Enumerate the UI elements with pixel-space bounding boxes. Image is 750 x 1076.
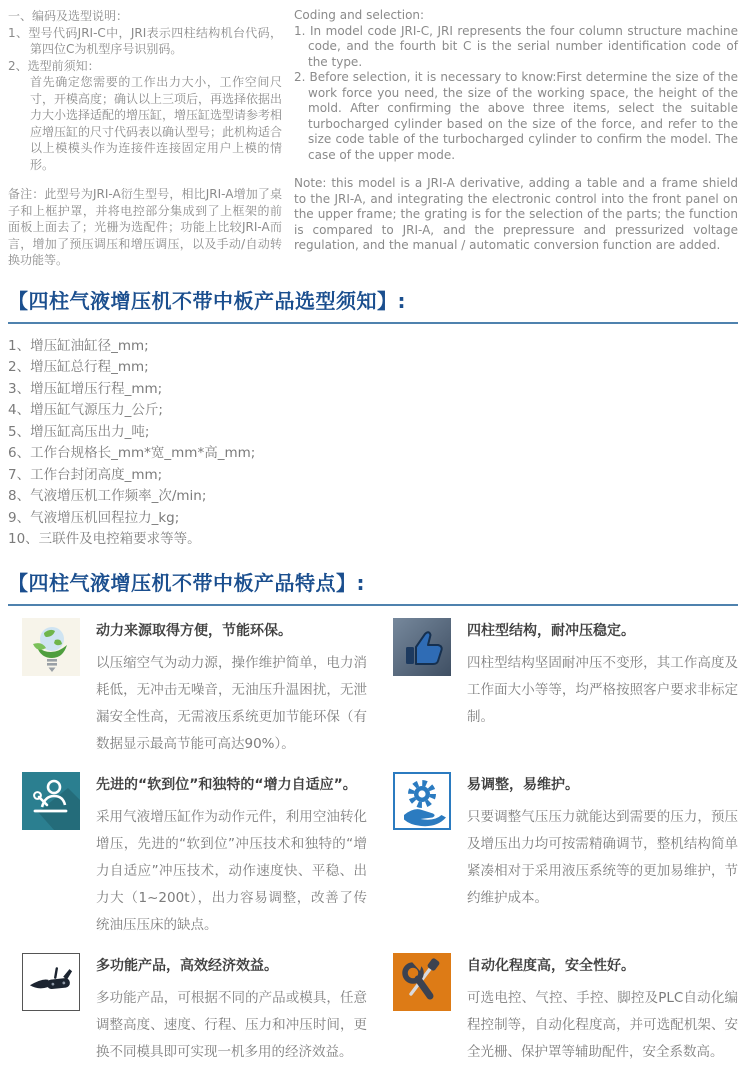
coding-selection-intro (8, 8, 738, 269)
list-item: 8、气液增压机工作频率_次/min; (8, 488, 207, 504)
section-divider (8, 322, 738, 324)
feature-title: 多功能产品，高效经济效益。 (96, 957, 278, 974)
feature-text (96, 772, 367, 939)
list-item: 1、增压缸油缸径_mm; (8, 337, 149, 354)
eco-bulb-icon (22, 618, 80, 676)
feature-card-structure (393, 618, 738, 758)
feature-body: 可选电控、气控、手控、脚控及PLC自动化编程控制等，自动化程度高，并可选配机架、安全光栅、保护罩等辅助配件，安全系数高。 (467, 989, 738, 1060)
list-item: 7、工作台封闭高度_mm; (8, 466, 163, 483)
feature-title: 四柱型结构，耐冲压稳定。 (467, 622, 635, 639)
selection-spec-list (8, 336, 738, 551)
crossed-tools-icon (393, 953, 451, 1011)
list-item: 2、增压缸总行程_mm; (8, 359, 149, 375)
feature-card-soft-touch (22, 772, 367, 939)
feature-title: 自动化程度高，安全性好。 (467, 957, 635, 974)
list-item: 3、增压缸增压行程_mm; (8, 380, 163, 397)
feature-card-multifunction (22, 953, 367, 1066)
feature-text (96, 618, 367, 758)
feature-body: 采用气液增压缸作为动作元件，利用空油转化增压，先进的“软到位”冲压技术和独特的“增力自适应”冲压技术，动作速度快、平稳、出力大（1~200t），出力容易调整，改善了传统油压压床的缺点。 (96, 808, 367, 933)
intro-zh-item2-body: 首先确定您需要的工作出力大小，工作空间尺寸，开模高度；确认以上三项后，再选择依据出力大小选择适配的增压缸，增压缸选型请参考相应增压缸的尺寸代码表以确认型号；此机构适合以上模模头作为连接件连接固定用户上模的情形。 (30, 75, 283, 172)
feature-title: 动力来源取得方便，节能环保。 (96, 622, 292, 639)
feature-body: 以压缩空气为动力源，操作维护简单，电力消耗低，无冲击无噪音，无油压升温困扰，无泄漏安全性高，无需液压系统更加节能环保（有数据显示最高节能可高达90%）。 (96, 654, 367, 752)
intro-en-note: Note: this model is a JRI-A derivative, adding a table and a frame shield to the JRI-A, and integrating the electronic control into the front panel on the upper frame; the grating is for the selection of the parts; the function is compared to JRI-A, and the prepressure and pressurized voltage regulation, and the manual / automatic conversion function are added. (294, 176, 738, 252)
intro-en-item1: 1. In model code JRI-C, JRI represents the four column structure machine code, and the fourth bit C is the serial number identification code of the type. (294, 23, 738, 69)
list-item: 10、三联件及电控箱要求等等。 (8, 531, 201, 547)
intro-chinese-column (8, 8, 282, 269)
list-item: 4、增压缸气源压力_公斤; (8, 402, 163, 418)
feature-card-eco (22, 618, 367, 758)
section-divider (8, 604, 738, 606)
intro-en-item2: 2. Before selection, it is necessary to know:First determine the size of the work force you need, the size of the working space, the height of the mold. After confirming the above three items, select the suitable turbocharged cylinder based on the size of the force, and refer to the size code table of the turbocharged cylinder to confirm the model. The case of the upper mode. (294, 70, 738, 162)
feature-body: 只要调整气压压力就能达到需要的压力，预压及增压出力均可按需精确调节，整机结构简单紧凑相对于采用液压系统等的更加易维护，节约维护成本。 (467, 808, 738, 906)
list-item: 5、增压缸高压出力_吨; (8, 423, 150, 440)
feature-title: 易调整，易维护。 (467, 776, 579, 793)
feature-text (467, 772, 738, 912)
thumbs-up-icon (393, 618, 451, 676)
feature-text (467, 953, 738, 1066)
intro-zh-item2-label: 2、选型前须知： (8, 58, 100, 73)
selection-notice-header: 【四柱气液增压机不带中板产品选型须知】: (8, 288, 406, 313)
gear-hand-icon (393, 772, 451, 830)
feature-text (96, 953, 367, 1066)
feature-text (467, 618, 738, 731)
feature-title: 先进的“软到位”和独特的“增力自适应”。 (96, 776, 357, 793)
multi-tool-icon (22, 953, 80, 1011)
list-item: 6、工作台规格长_mm*宽_mm*高_mm; (8, 445, 256, 461)
list-item: 9、气液增压机回程拉力_kg; (8, 509, 180, 526)
feature-body: 多功能产品，可根据不同的产品或模具，任意调整高度、速度、行程、压力和冲压时间，更换不同模具即可实现一机多用的经济效益。 (96, 989, 367, 1060)
intro-zh-item1: 1、型号代码JRI-C中，JRI表示四柱结构机台代码，第四位C为机型序号识别码。 (8, 25, 282, 56)
intro-english-column (294, 8, 738, 269)
intro-en-heading: Coding and selection: (294, 8, 425, 22)
features-grid (8, 618, 738, 1066)
intro-zh-note: 备注：此型号为JRI-A衍生型号，相比JRI-A增加了桌子和上框护罩，并将电控部分集成到了上框架的前面板上面去了；光栅为选配件；功能上比较JRI-A而言，增加了预压调压和增压调压，以及手动/自动转换功能等。 (8, 187, 282, 267)
features-header: 【四柱气液增压机不带中板产品特点】: (8, 570, 365, 595)
feature-card-automation (393, 953, 738, 1066)
feature-body: 四柱型结构坚固耐冲压不变形，其工作高度及工作面大小等等，均严格按照客户要求非标定制。 (467, 654, 738, 725)
service-worker-icon (22, 772, 80, 830)
feature-card-adjust (393, 772, 738, 939)
intro-zh-heading: 一、编码及选型说明： (8, 9, 129, 23)
